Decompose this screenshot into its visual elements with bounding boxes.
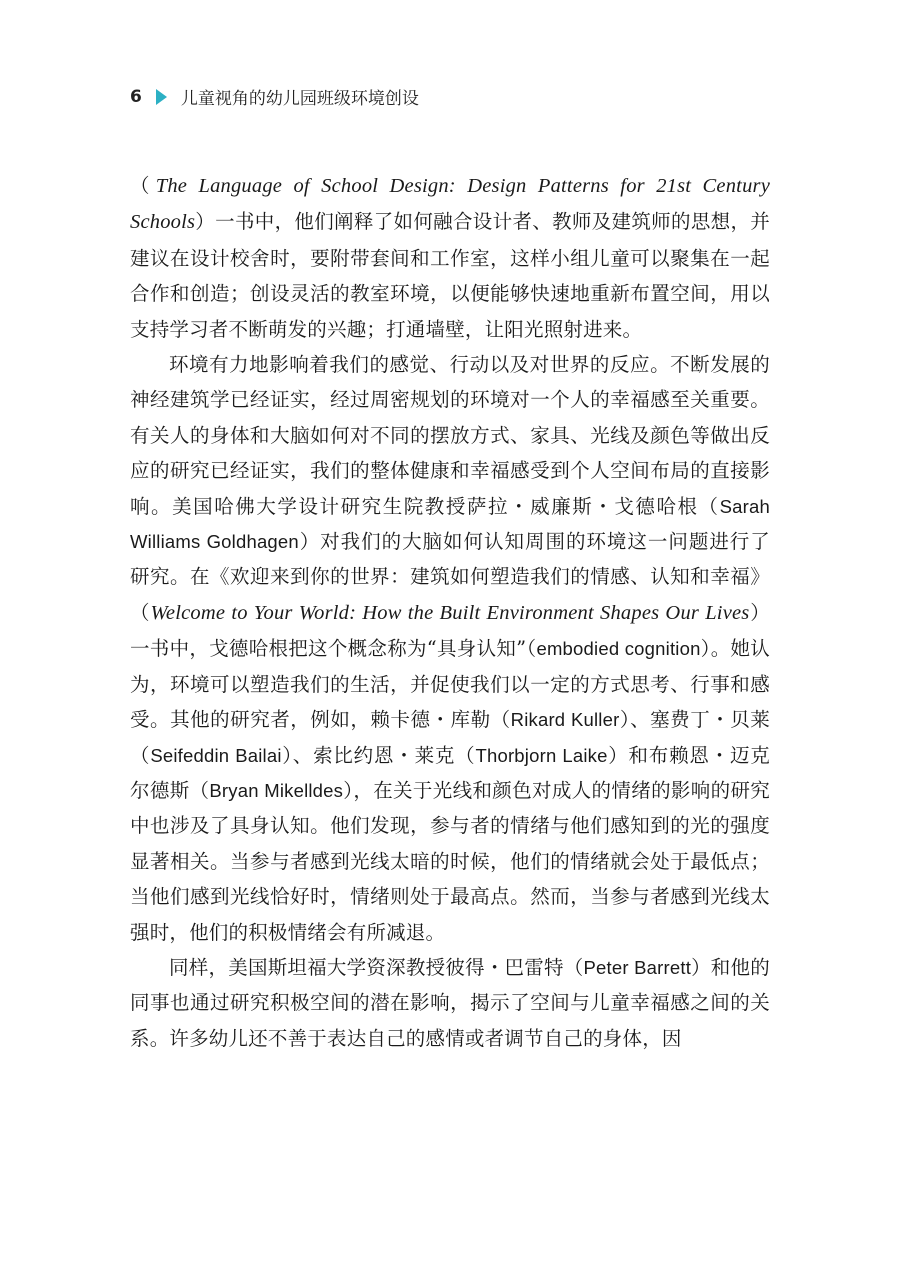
text-run: 同样，美国斯坦福大学资深教授彼得・巴雷特（ [169, 955, 584, 979]
english-name: Thorbjorn Laike [475, 744, 608, 766]
english-name: Sarah Williams Goldhagen [130, 495, 770, 553]
book-title-italic: The Language of School Design: Design Patterns for 21st Century Schools [130, 175, 770, 234]
play-triangle-icon [156, 89, 167, 105]
page-number: 6 [130, 86, 142, 107]
text-run: ）对我们的大脑如何认知周围的环境这一问题进行了研究。在《欢迎来到你的世界：建筑如何塑造我们的情感、认知和幸福》（ [130, 530, 770, 624]
running-header [130, 84, 419, 109]
text-run: （ [130, 174, 156, 197]
text-run: ）、索比约恩・莱克（ [281, 743, 476, 767]
english-name: Rikard Kuller [510, 709, 620, 731]
text-run: ）一书中，他们阐释了如何融合设计者、教师及建筑师的思想，并建议在设计校舍时，要附带套间和工作室，这样小组儿童可以聚集在一起合作和创造；创设灵活的教室环境，以便能够快速地重新布置空间，用以支持学习者不断萌发的兴趣；打通墙壁，让阳光照射进来。 [130, 210, 770, 341]
paragraph [130, 347, 770, 950]
paragraph [130, 168, 770, 347]
english-name: Peter Barrett [583, 956, 692, 978]
text-run: ），在关于光线和颜色对成人的情绪的影响的研究中也涉及了具身认知。他们发现，参与者的情绪与他们感知到的光的强度显著相关。当参与者感到光线太暗的时候，他们的情绪就会处于最低点；当他们感到光线恰好时，情绪则处于最高点。然而，当参与者感到光线太强时，他们的积极情绪会有所减退。 [130, 778, 770, 944]
book-title: 儿童视角的幼儿园班级环境创设 [180, 89, 419, 109]
english-name: Seifeddin Bailai [150, 744, 282, 766]
text-run: 环境有力地影响着我们的感觉、行动以及对世界的反应。不断发展的神经建筑学已经证实，经过周密规划的环境对一个人的幸福感至关重要。有关人的身体和大脑如何对不同的摆放方式、家具、光线及颜色等做出反应的研究已经证实，我们的整体健康和幸福感受到个人空间布局的直接影响。美国哈佛大学设计研究生院教授萨拉・威廉斯・戈德哈根（ [130, 353, 770, 518]
text-run: ）一书中，戈德哈根把这个概念称为“具身认知”（ [130, 600, 771, 661]
text-run: ）和布赖恩・迈克尔德斯（ [130, 743, 770, 802]
text-run: ）。她认为，环境可以塑造我们的生活，并促使我们以一定的方式思考、行事和感受。其他的研究者，例如，赖卡德・库勒（ [130, 637, 770, 732]
book-title-italic: Welcome to Your World: How the Built Environment Shapes Our Lives [150, 601, 750, 624]
english-name: Bryan Mikelldes [209, 779, 344, 801]
body-text [130, 168, 770, 1056]
english-name: embodied cognition [536, 638, 701, 660]
paragraph [130, 950, 770, 1056]
text-run: ）、塞费丁・贝莱（ [130, 708, 770, 767]
text-run: ）和他的同事也通过研究积极空间的潜在影响，揭示了空间与儿童幸福感之间的关系。许多幼儿还不善于表达自己的感情或者调节自己的身体，因 [130, 955, 770, 1050]
